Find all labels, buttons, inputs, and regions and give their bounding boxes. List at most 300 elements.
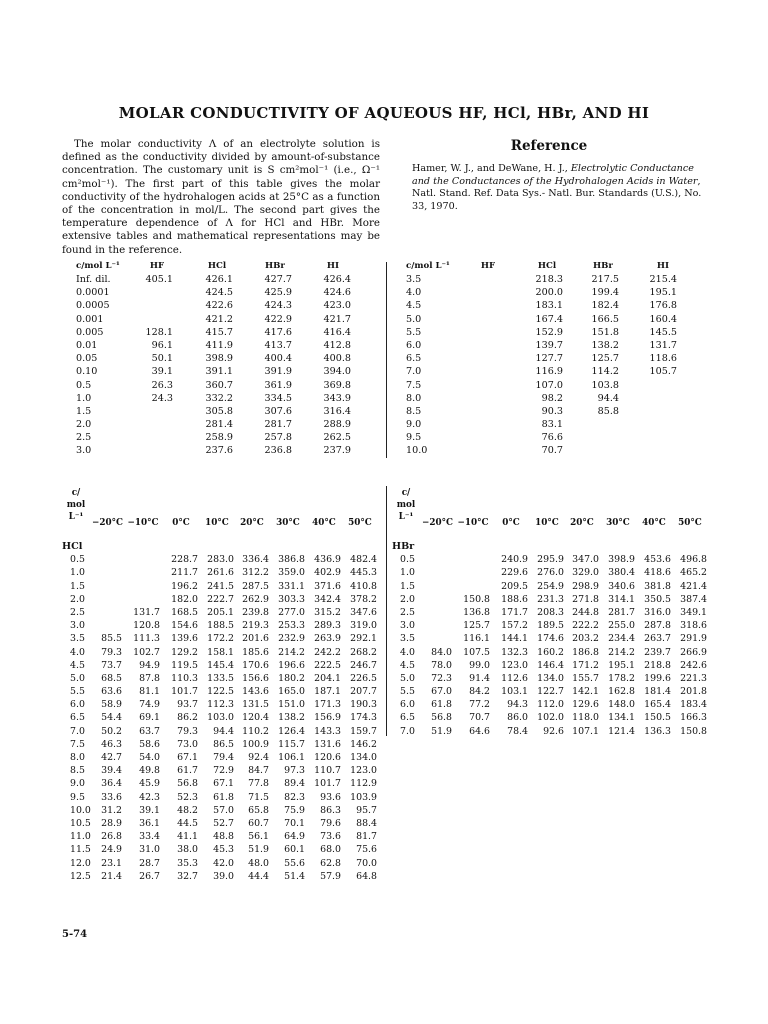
value-cell: 50.1 (151, 353, 173, 365)
temperature-header: 30°C (276, 518, 300, 528)
value-cell: 266.9 (680, 646, 707, 658)
value-cell: 424.3 (264, 300, 292, 312)
value-cell: 226.5 (350, 672, 377, 684)
value-cell: 114.2 (591, 366, 619, 378)
value-cell: 56.8 (431, 712, 452, 724)
table-row (392, 593, 708, 606)
concentration-cell: 9.0 (70, 778, 85, 790)
value-cell: 319.0 (350, 620, 377, 632)
value-cell: 241.5 (207, 580, 234, 592)
value-cell: 342.4 (314, 593, 341, 605)
value-cell: 33.6 (101, 791, 122, 803)
value-cell: 196.6 (278, 659, 305, 671)
table-header-row (392, 487, 708, 529)
value-cell: 92.4 (248, 752, 269, 763)
value-cell: 381.8 (644, 580, 671, 592)
value-cell: 261.6 (207, 567, 234, 579)
value-cell: 112.9 (350, 778, 377, 790)
column-header: HI (656, 261, 670, 271)
value-cell: 496.8 (680, 554, 707, 566)
value-cell: 242.6 (680, 659, 707, 671)
value-cell: 171.7 (501, 606, 528, 618)
value-cell: 64.6 (469, 725, 490, 737)
value-cell: 183.4 (680, 699, 707, 711)
value-cell: 112.3 (207, 699, 234, 711)
concentration-cell: 0.005 (76, 326, 104, 338)
value-cell: 101.7 (314, 778, 341, 790)
value-cell: 263.7 (644, 633, 671, 645)
value-cell: 92.6 (543, 725, 564, 737)
value-cell: 402.9 (314, 567, 341, 579)
concentration-cell: 2.5 (70, 606, 85, 618)
value-cell: 75.6 (356, 844, 377, 856)
value-cell: 127.7 (535, 353, 563, 365)
value-cell: 234.4 (608, 633, 635, 645)
table-row (76, 352, 376, 365)
value-cell: 386.8 (278, 554, 305, 566)
value-cell: 94.4 (597, 392, 619, 404)
value-cell: 86.3 (320, 804, 341, 816)
value-cell: 160.2 (537, 646, 564, 658)
value-cell: 136.8 (463, 606, 490, 618)
value-cell: 102.0 (537, 712, 564, 724)
concentration-cell: 0.01 (76, 339, 98, 351)
value-cell: 178.2 (608, 672, 635, 684)
table-row (392, 698, 708, 711)
spacer (62, 529, 378, 540)
value-cell: 128.1 (145, 326, 173, 338)
temperature-header: −10°C (457, 518, 489, 528)
value-cell: 378.2 (350, 593, 377, 605)
value-cell: 347.0 (572, 554, 599, 566)
value-cell: 205.1 (207, 606, 234, 618)
value-cell: 107.5 (463, 646, 490, 658)
value-cell: 39.1 (139, 804, 160, 816)
concentration-cell: 1.0 (70, 567, 85, 579)
value-cell: 222.5 (314, 659, 341, 671)
concentration-cell: 2.5 (76, 432, 92, 444)
value-cell: 151.8 (591, 326, 619, 338)
value-cell: 83.1 (541, 419, 563, 431)
value-cell: 145.4 (207, 659, 234, 671)
value-cell: 167.4 (535, 313, 563, 325)
value-cell: 78.0 (431, 659, 452, 671)
value-cell: 57.9 (320, 870, 341, 882)
value-cell: 82.3 (284, 791, 305, 803)
value-cell: 129.2 (171, 646, 198, 658)
concentration-cell: 10.0 (406, 445, 428, 457)
column-header: HCl (207, 261, 227, 271)
table-header-row (62, 487, 378, 529)
value-cell: 85.5 (101, 633, 122, 645)
value-cell: 79.3 (177, 725, 198, 737)
table-row (62, 804, 378, 817)
acid-section-label: HBr (392, 541, 415, 552)
temperature-header: 40°C (312, 518, 336, 528)
value-cell: 116.1 (463, 633, 490, 645)
table-row (62, 672, 378, 685)
value-cell: 263.9 (314, 633, 341, 645)
value-cell: 71.5 (248, 791, 269, 803)
value-cell: 51.9 (248, 844, 269, 856)
value-cell: 95.7 (356, 804, 377, 816)
value-cell: 75.9 (284, 804, 305, 816)
value-cell: 369.8 (323, 379, 351, 391)
table-row (62, 553, 378, 566)
value-cell: 271.8 (572, 593, 599, 605)
value-cell: 292.1 (350, 633, 377, 645)
temperature-header: 0°C (502, 518, 520, 528)
value-cell: 186.8 (572, 646, 599, 658)
value-cell: 73.0 (177, 738, 198, 750)
column-header: HCl (537, 261, 557, 271)
value-cell: 46.3 (101, 738, 122, 750)
value-cell: 129.6 (572, 699, 599, 711)
value-cell: 218.8 (644, 659, 671, 671)
concentration-cell: 11.0 (70, 831, 91, 843)
concentration-cell: 0.10 (76, 366, 98, 378)
value-cell: 156.9 (314, 712, 341, 724)
value-cell: 208.3 (537, 606, 564, 618)
value-cell: 142.1 (572, 686, 599, 698)
value-cell: 126.4 (278, 725, 305, 737)
value-cell: 222.2 (572, 620, 599, 632)
table-row (76, 326, 376, 339)
value-cell: 105.7 (649, 366, 677, 378)
table-row (392, 632, 708, 645)
value-cell: 171.2 (572, 659, 599, 671)
value-cell: 400.8 (323, 353, 351, 365)
value-cell: 51.9 (431, 725, 452, 737)
value-cell: 239.7 (644, 646, 671, 658)
concentration-cell: 2.0 (76, 419, 92, 431)
concentration-cell: 2.0 (70, 593, 85, 605)
value-cell: 76.6 (541, 432, 563, 444)
value-cell: 107.0 (535, 379, 563, 391)
conductivity-table-25c-left (76, 259, 376, 458)
value-cell: 331.1 (278, 580, 305, 592)
concentration-cell: 3.0 (76, 445, 92, 457)
table-row (62, 791, 378, 804)
table-row (62, 566, 378, 579)
column-divider-top (386, 262, 387, 458)
value-cell: 413.7 (264, 339, 292, 351)
concentration-cell: 9.5 (406, 432, 422, 444)
table-row (62, 830, 378, 843)
value-cell: 118.0 (572, 712, 599, 724)
value-cell: 94.9 (139, 659, 160, 671)
value-cell: 42.0 (213, 857, 234, 869)
table-row (62, 751, 378, 764)
column-header: HBr (593, 261, 613, 271)
value-cell: 295.9 (537, 554, 564, 566)
temperature-header: −20°C (92, 518, 124, 528)
value-cell: 123.0 (350, 765, 377, 777)
value-cell: 217.5 (591, 274, 619, 285)
value-cell: 21.4 (101, 870, 122, 882)
value-cell: 182.0 (171, 593, 198, 605)
value-cell: 146.4 (537, 659, 564, 671)
value-cell: 125.7 (463, 620, 490, 632)
table-row (392, 659, 708, 672)
value-cell: 211.7 (171, 567, 198, 579)
value-cell: 359.0 (278, 567, 305, 579)
value-cell: 165.4 (644, 699, 671, 711)
value-cell: 410.8 (350, 580, 377, 592)
table-row (62, 711, 378, 724)
value-cell: 196.2 (171, 580, 198, 592)
value-cell: 96.1 (151, 339, 173, 351)
value-cell: 28.9 (101, 817, 122, 829)
concentration-header-line: mol (66, 500, 86, 510)
value-cell: 150.8 (463, 593, 490, 605)
value-cell: 242.2 (314, 646, 341, 658)
concentration-cell: 11.5 (70, 844, 91, 856)
value-cell: 254.9 (537, 580, 564, 592)
value-cell: 120.6 (314, 752, 341, 763)
concentration-cell: 5.5 (400, 686, 415, 698)
value-cell: 42.3 (139, 791, 160, 803)
temperature-header: 30°C (606, 518, 630, 528)
value-cell: 61.7 (177, 765, 198, 777)
concentration-cell: 4.5 (400, 659, 415, 671)
concentration-cell: 3.5 (70, 633, 85, 645)
concentration-cell: 6.0 (400, 699, 415, 711)
table-row (406, 379, 706, 392)
table-row (76, 313, 376, 326)
table-row (62, 698, 378, 711)
value-cell: 58.9 (101, 699, 122, 711)
value-cell: 131.5 (242, 699, 269, 711)
value-cell: 131.7 (649, 339, 677, 351)
concentration-cell: 1.5 (400, 580, 415, 592)
value-cell: 68.0 (320, 844, 341, 856)
concentration-cell: 10.0 (70, 804, 91, 816)
value-cell: 185.6 (242, 646, 269, 658)
value-cell: 81.1 (139, 686, 160, 698)
value-cell: 268.2 (350, 646, 377, 658)
concentration-cell: 4.0 (70, 646, 85, 658)
value-cell: 165.0 (278, 686, 305, 698)
value-cell: 166.5 (591, 313, 619, 325)
value-cell: 183.1 (535, 300, 563, 312)
value-cell: 168.5 (171, 606, 198, 618)
value-cell: 56.1 (248, 831, 269, 843)
column-header: HF (480, 261, 496, 271)
column-header: HF (149, 261, 165, 271)
temperature-header: 20°C (570, 518, 594, 528)
value-cell: 151.0 (278, 699, 305, 711)
value-cell: 170.6 (242, 659, 269, 671)
value-cell: 287.5 (242, 580, 269, 592)
value-cell: 244.8 (572, 606, 599, 618)
concentration-cell: 5.5 (70, 686, 85, 698)
concentration-header-line: c/ (401, 488, 411, 498)
value-cell: 281.7 (608, 606, 635, 618)
value-cell: 423.0 (323, 300, 351, 312)
value-cell: 86.5 (213, 738, 234, 750)
table-row (406, 444, 706, 457)
concentration-cell: 3.0 (400, 620, 415, 632)
value-cell: 119.5 (171, 659, 198, 671)
value-cell: 277.0 (278, 606, 305, 618)
concentration-cell: 6.0 (70, 699, 85, 711)
value-cell: 182.4 (591, 300, 619, 312)
value-cell: 288.9 (323, 419, 351, 431)
value-cell: 26.7 (139, 870, 160, 882)
value-cell: 394.0 (323, 366, 351, 378)
value-cell: 181.4 (644, 686, 671, 698)
concentration-cell: 8.5 (406, 405, 422, 417)
value-cell: 307.6 (264, 405, 292, 417)
value-cell: 209.5 (501, 580, 528, 592)
value-cell: 122.7 (537, 686, 564, 698)
spacer (392, 529, 708, 540)
table-row (76, 444, 376, 457)
concentration-cell: 0.0005 (76, 300, 110, 312)
table-row (76, 339, 376, 352)
value-cell: 411.9 (205, 339, 233, 351)
value-cell: 93.7 (177, 699, 198, 711)
value-cell: 74.9 (139, 699, 160, 711)
table-row (392, 646, 708, 659)
value-cell: 361.9 (264, 379, 292, 391)
concentration-cell: 4.0 (400, 646, 415, 658)
value-cell: 81.7 (356, 831, 377, 843)
table-row (62, 817, 378, 830)
value-cell: 398.9 (205, 353, 233, 365)
table-row (392, 725, 708, 738)
value-cell: 112.0 (537, 699, 564, 711)
value-cell: 103.1 (501, 686, 528, 698)
table-row (62, 606, 378, 619)
temperature-header: −20°C (422, 518, 454, 528)
value-cell: 36.1 (139, 817, 160, 829)
concentration-cell: 6.5 (70, 712, 85, 724)
value-cell: 56.8 (177, 778, 198, 790)
value-cell: 150.5 (644, 712, 671, 724)
value-cell: 257.8 (264, 432, 292, 444)
concentration-cell: 6.0 (406, 339, 422, 351)
value-cell: 64.9 (284, 831, 305, 843)
value-cell: 107.1 (572, 725, 599, 737)
table-row (62, 738, 378, 751)
value-cell: 48.8 (213, 831, 234, 843)
value-cell: 201.8 (680, 686, 707, 698)
table-row (392, 619, 708, 632)
value-cell: 157.2 (501, 620, 528, 632)
temperature-header: 10°C (205, 518, 229, 528)
value-cell: 23.1 (101, 857, 122, 869)
value-cell: 93.6 (320, 791, 341, 803)
value-cell: 215.4 (649, 274, 677, 285)
value-cell: 312.2 (242, 567, 269, 579)
value-cell: 32.7 (177, 870, 198, 882)
value-cell: 39.4 (101, 765, 122, 777)
table-row (62, 843, 378, 856)
value-cell: 421.2 (205, 313, 233, 325)
concentration-header-line: L⁻¹ (68, 512, 84, 522)
value-cell: 31.0 (139, 844, 160, 856)
value-cell: 152.9 (535, 326, 563, 338)
value-cell: 195.1 (608, 659, 635, 671)
value-cell: 283.0 (207, 554, 234, 566)
table-row (392, 553, 708, 566)
value-cell: 445.3 (350, 567, 377, 579)
value-cell: 110.3 (171, 672, 198, 684)
concentration-cell: Inf. dil. (76, 274, 111, 285)
concentration-header (62, 487, 90, 523)
concentration-header (392, 487, 420, 523)
value-cell: 115.7 (278, 738, 305, 750)
table-row (76, 431, 376, 444)
value-cell: 67.0 (431, 686, 452, 698)
value-cell: 84.2 (469, 686, 490, 698)
concentration-cell: 2.5 (400, 606, 415, 618)
value-cell: 207.7 (350, 686, 377, 698)
value-cell: 73.7 (101, 659, 122, 671)
page-number: 5-74 (62, 929, 88, 940)
value-cell: 78.4 (507, 725, 528, 737)
concentration-cell: 7.0 (70, 725, 85, 737)
value-cell: 189.5 (537, 620, 564, 632)
value-cell: 146.2 (350, 738, 377, 750)
value-cell: 380.4 (608, 567, 635, 579)
table-row (62, 659, 378, 672)
concentration-cell: 7.0 (400, 725, 415, 737)
value-cell: 159.7 (350, 725, 377, 737)
value-cell: 116.9 (535, 366, 563, 378)
value-cell: 253.3 (278, 620, 305, 632)
value-cell: 291.9 (680, 633, 707, 645)
value-cell: 138.2 (278, 712, 305, 724)
value-cell: 61.8 (431, 699, 452, 711)
value-cell: 35.3 (177, 857, 198, 869)
value-cell: 73.6 (320, 831, 341, 843)
value-cell: 70.7 (541, 445, 563, 457)
table-row (406, 286, 706, 299)
value-cell: 112.6 (501, 672, 528, 684)
value-cell: 60.7 (248, 817, 269, 829)
value-cell: 400.4 (264, 353, 292, 365)
value-cell: 134.0 (537, 672, 564, 684)
table-row (392, 672, 708, 685)
concentration-cell: 12.0 (70, 857, 91, 869)
table-row (62, 646, 378, 659)
value-cell: 79.3 (101, 646, 122, 658)
value-cell: 144.1 (501, 633, 528, 645)
value-cell: 51.4 (284, 870, 305, 882)
value-cell: 156.6 (242, 672, 269, 684)
value-cell: 188.6 (501, 593, 528, 605)
value-cell: 48.0 (248, 857, 269, 869)
value-cell: 228.7 (171, 554, 198, 566)
value-cell: 38.0 (177, 844, 198, 856)
value-cell: 262.5 (323, 432, 351, 444)
concentration-cell: 6.5 (406, 353, 422, 365)
value-cell: 72.9 (213, 765, 234, 777)
concentration-header-line: mol (396, 500, 416, 510)
table-header-row (406, 259, 706, 273)
value-cell: 64.8 (356, 870, 377, 882)
value-cell: 303.3 (278, 593, 305, 605)
value-cell: 204.1 (314, 672, 341, 684)
temperature-header: 0°C (172, 518, 190, 528)
concentration-cell: 1.5 (70, 580, 85, 592)
value-cell: 39.0 (213, 870, 234, 882)
concentration-cell: 8.0 (406, 392, 422, 404)
table-row (76, 286, 376, 299)
